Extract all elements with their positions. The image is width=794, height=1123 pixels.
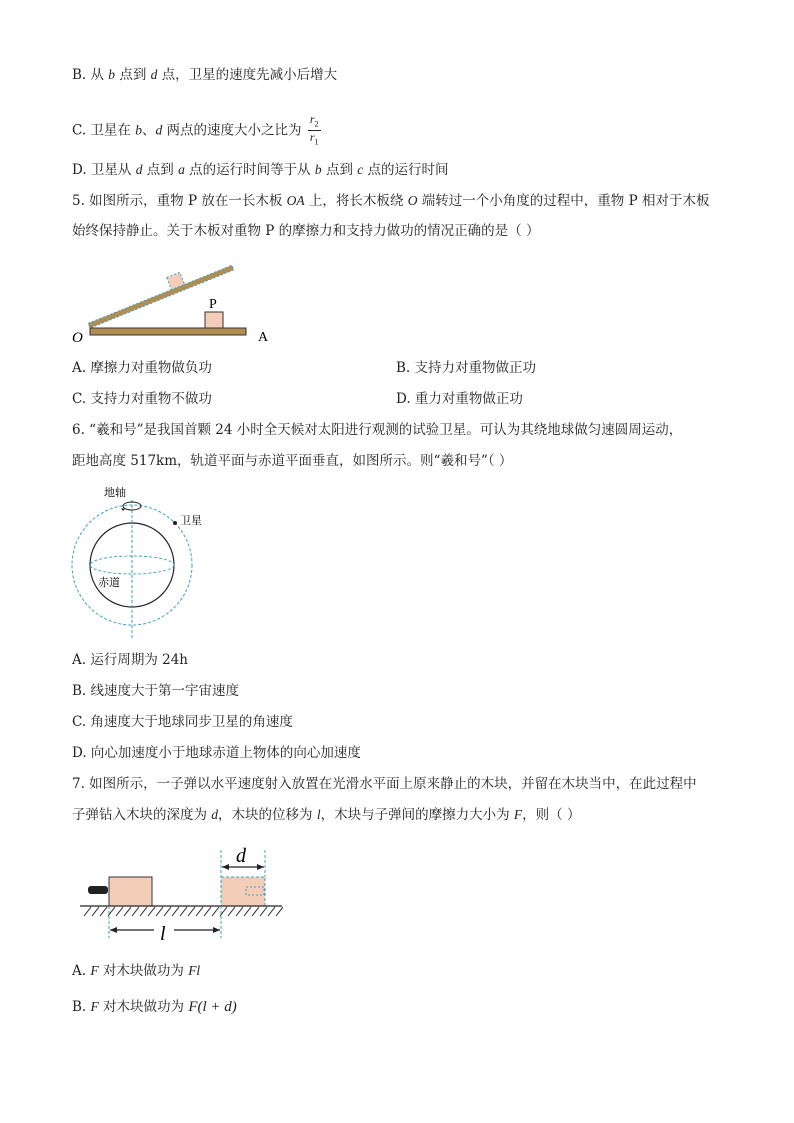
q5-option-d[interactable]: D. 重力对重物做正功: [396, 391, 523, 407]
label-depth-d: d: [236, 845, 246, 867]
bullet: [88, 886, 108, 894]
label-satellite: 卫星: [180, 515, 202, 527]
initial-block: [109, 877, 152, 906]
q6-option-d[interactable]: D. 向心加速度小于地球赤道上物体的向心加速度: [72, 745, 361, 761]
q6-option-a[interactable]: A. 运行周期为 24h: [72, 652, 188, 668]
q5-option-a[interactable]: A. 摩擦力对重物做负功: [72, 360, 212, 376]
velocity-ratio-fraction: $\frac{r_2}{r_1}$: [309, 112, 319, 147]
q5-stem-line2: 始终保持静止。关于木板对重物 P 的摩擦力和支持力做功的情况正确的是（ ）: [72, 223, 540, 239]
q7-option-b[interactable]: B. F 对木块做功为 F(l + d): [72, 999, 237, 1015]
q6-option-c[interactable]: C. 角速度大于地球同步卫星的角速度: [72, 714, 293, 730]
q7-option-a[interactable]: A. F 对木块做功为 Fl: [72, 963, 201, 979]
horizontal-board: [90, 328, 246, 335]
label-p: P: [209, 297, 217, 312]
q7-stem-line2: 子弹钻入木块的深度为 d，木块的位移为 l，木块与子弹间的摩擦力大小为 F，则（ ）: [72, 807, 581, 823]
q6-stem-line2: 距地高度 517km，轨道平面与赤道平面垂直，如图所示。则“羲和号”（ ）: [72, 453, 513, 469]
label-displacement-l: l: [160, 923, 166, 945]
q6-orbit-figure: [70, 482, 210, 642]
q7-stem-line1: 7. 如图所示，一子弹以水平速度射入放置在光滑水平面上原来静止的木块，并留在木块当中，在此过程中: [72, 776, 697, 792]
q5-option-b[interactable]: B. 支持力对重物做正功: [396, 360, 537, 376]
q6-stem-line1: 6. “羲和号”是我国首颗 24 小时全天候对太阳进行观测的试验卫星。可认为其绕地球做匀速圆周运动，: [72, 422, 683, 438]
q4-option-d: D. 卫星从 d 点到 a 点的运行时间等于从 b 点到 c 点的运行时间: [72, 162, 449, 178]
label-equator: 赤道: [98, 577, 120, 589]
weight-block-p: [205, 312, 223, 328]
q5-board-figure: [68, 254, 288, 354]
satellite-dot: [173, 521, 177, 525]
q6-option-b[interactable]: B. 线速度大于第一宇宙速度: [72, 683, 240, 699]
q4-option-b: B. 从 b 点到 d 点，卫星的速度先减小后增大: [72, 67, 338, 83]
q5-option-c[interactable]: C. 支持力对重物不做功: [72, 391, 212, 407]
final-block: [221, 877, 265, 906]
label-o: O: [72, 330, 83, 346]
q5-stem-line1: 5. 如图所示，重物 P 放在一长木板 OA 上，将长木板绕 O 端转过一个小角度的过程中，重物 P 相对于木板: [72, 193, 710, 209]
label-a: A: [258, 330, 269, 345]
q4-option-c: C. 卫星在 b、d 两点的速度大小之比为 $\frac{r_2}{r_1}$: [72, 112, 319, 147]
q7-bullet-figure: [76, 840, 296, 950]
label-earth-axis: 地轴: [104, 487, 126, 499]
